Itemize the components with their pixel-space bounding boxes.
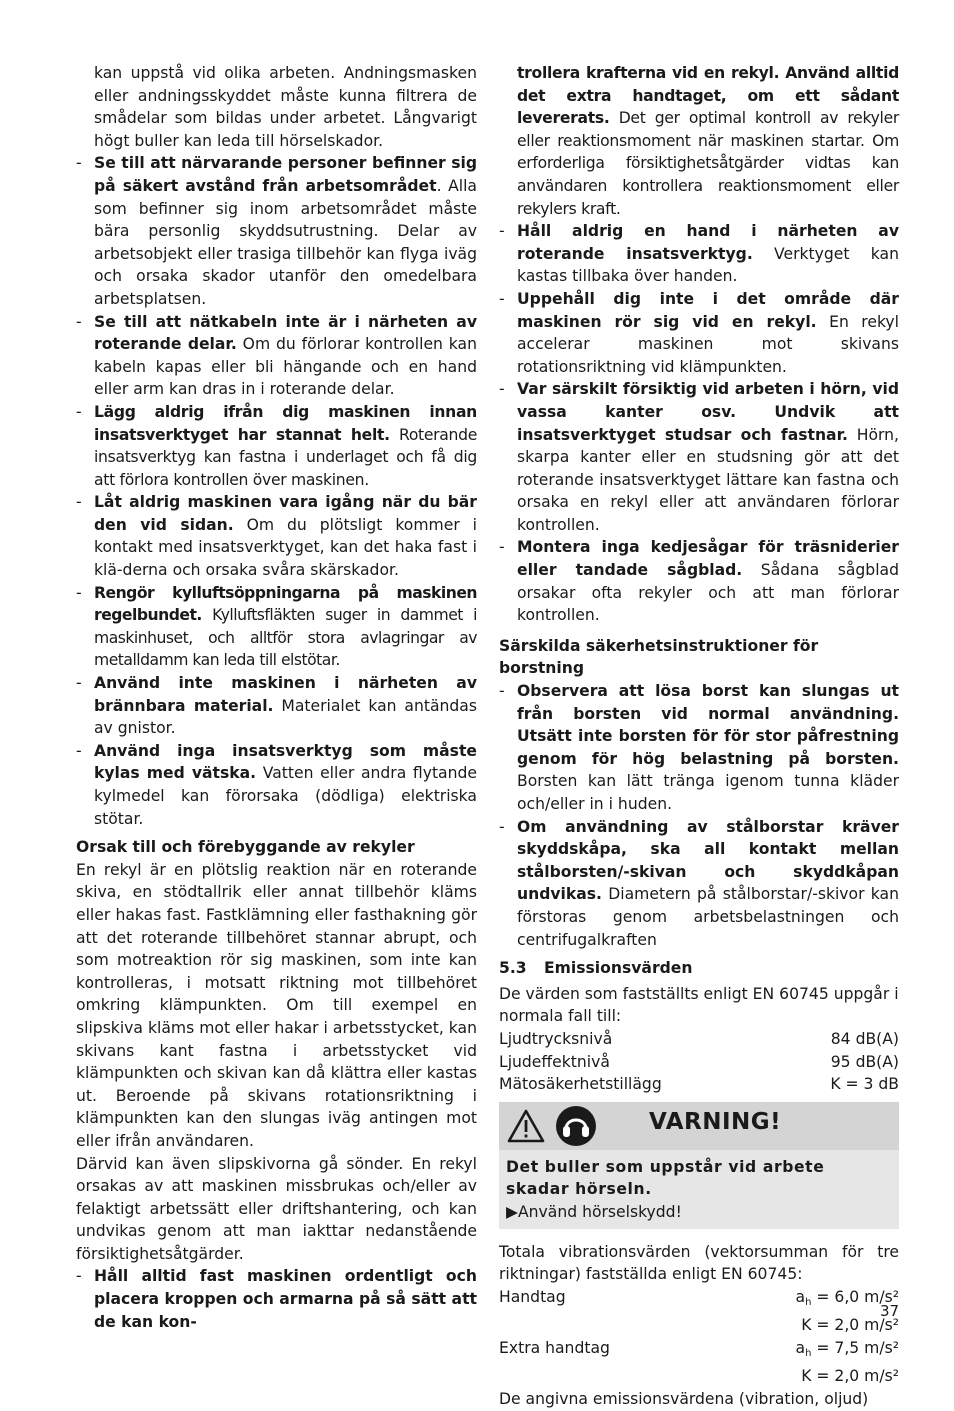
recoil-paragraph-2: Därvid kan även slipskivorna gå sönder. En rekyl orsakas av att maskinen missbrukas och/eller av felaktigt arbetssätt eller driftshantering, och kan undvikas genom att man iakttar nedanstående försiktighetsåtgärder. — [76, 1154, 477, 1263]
continued-item: trollera krafterna vid en rekyl. Använd alltid det extra handtaget, om ett sådant levererats. Det ger optimal kontroll av rekyler eller reaktionsmoment när maskinen startar. Om erforderliga försiktighetsåtgärder vidtas kan användaren kontrollera reaktionsmoment eller rekylers kraft. — [517, 64, 899, 218]
recoil-heading: Orsak till och förebyggande av rekyler — [76, 838, 415, 857]
left-column — [76, 62, 477, 1333]
table-row: Ljudtrycksnivå 84 dB(A) — [499, 1029, 899, 1048]
table-row: Mätosäkerhetstillägg K = 3 dB — [499, 1075, 899, 1094]
warning-message: Det buller som uppstår vid arbete skadar hörseln. — [506, 1157, 825, 1199]
brush-item: - Observera att lösa borst kan slungas ut från borsten vid normal användning. Utsätt inte borsten för för stor påfrestning genom för hög belastning på borsten. Borsten kan lätt tränga igenom tunna kläder och/eller in i huden. — [499, 682, 899, 813]
vibration-intro: Totala vibrationsvärden (vektorsumman för tre riktningar) fastställda enligt EN 60745: — [499, 1242, 899, 1284]
closing-text: De angivna emissionsvärdena (vibration, oljud) — [499, 1390, 869, 1409]
safety-item: - Uppehåll dig inte i det område där maskinen rör sig vid en rekyl. En rekyl accelerar maskinen mot skivans rotationsriktning vid klämpunkten. — [499, 289, 899, 376]
safety-item: - Håll aldrig en hand i närheten av roterande insatsverktyg. Verktyget kan kastas tillbaka över handen. — [499, 222, 899, 286]
emission-intro: De värden som fastställts enligt EN 60745 uppgår i normala fall till: — [499, 984, 899, 1026]
warning-action: ▶Använd hörselskydd! — [506, 1202, 682, 1221]
safety-item: - Använd inga insatsverktyg som måste kylas med vätska. Vatten eller andra flytande kylmedel kan förorsaka (dödliga) elektriska stötar. — [76, 741, 477, 828]
table-row: Ljudeffektnivå 95 dB(A) — [499, 1052, 899, 1071]
right-column — [499, 62, 899, 1411]
table-row: Handtag ah = 6,0 m/s² K = 2,0 m/s² — [499, 1287, 899, 1335]
warning-title: VARNING! — [649, 1108, 782, 1135]
intro-paragraph: kan uppstå vid olika arbeten. Andningsmasken eller andningsskyddet måste kunna filtrera de smådelar som bildas under arbetet. Långvarigt högt buller kan leda till hörselskador. — [94, 64, 477, 150]
emission-table — [499, 1028, 899, 1096]
safety-item: - Lägg aldrig ifrån dig maskinen innan insatsverktyget har stannat helt. Roterande insatsverktyg kan fastna i underlaget och få dig att förlora kontrollen över maskinen. — [76, 402, 478, 489]
vibration-table — [499, 1286, 899, 1388]
recoil-paragraph: En rekyl är en plötslig reaktion när en roterande skiva, en stödtallrik eller annat tillbehör kläms eller hakas fast. Fastklämning eller fasthakning gör att det roterande tillbehöret stannar abrupt, och som motreaktion rör sig maskinen, som inte kan kontrolleras, i motsatt riktning mot tillbehöret omkring klämpunkten. Om till exempel en slipskiva kläms mot eller hakar i arbetsstycket, kan skivans kant fastna i arbetsstycket vid klämpunkten och skivan kan då klättra eller kastas ut. Beroende på skivans rotationsriktning i klämpunkten kan den slungas iväg antingen mot eller ifrån användaren. — [76, 860, 477, 1150]
section-heading: 5.3 Emissionsvärden — [499, 959, 693, 978]
brush-item: - Om användning av stålborstar kräver skyddskåpa, ska all kontakt mellan stålborsten/-skivan och skyddkåpan undvikas. Diametern på stålborstar/-skivor kan förstoras genom arbetsbelastningen och centrifugalkraften — [499, 817, 899, 949]
page-number: 37 — [880, 1302, 900, 1320]
safety-item: - Håll alltid fast maskinen ordentligt och placera kroppen och armarna på så sätt att de kan kon- — [76, 1267, 477, 1331]
arrow-right-icon: ▶ — [506, 1202, 518, 1221]
safety-item: - Se till att nätkabeln inte är i närheten av roterande delar. Om du förlorar kontrollen kan kabeln kapas eller bli hängande och en hand eller arm kan dras in i roterande delar. — [76, 312, 477, 399]
ear-protection-icon — [555, 1105, 597, 1154]
safety-item: - Använd inte maskinen i närheten av brännbara material. Materialet kan antändas av gnistor. — [76, 674, 477, 738]
safety-item: - Se till att närvarande personer befinner sig på säkert avstånd från arbetsområdet. Alla som befinner sig inom arbetsområdet måste bära personlig skyddsutrustning. Delar av arbetsobjekt eller trasiga tillbehör kan flyga iväg och orsaka skador utanför den omedelbara arbetsplatsen. — [76, 154, 477, 308]
safety-item: - Låt aldrig maskinen vara igång när du bär den vid sidan. Om du plötsligt kommer i kontakt med insatsverktyget, kan det haka fast i klä-derna och orsaka svåra skärskador. — [76, 493, 477, 580]
warning-triangle-icon — [507, 1108, 545, 1151]
warning-box — [499, 1102, 899, 1229]
brush-heading: Särskilda säkerhetsinstruktioner för borstning — [499, 636, 819, 678]
safety-item: - Montera inga kedjesågar för träsniderier eller tandade sågblad. Sådana sågblad orsakar ofta rekyler och att man förlorar kontrollen. — [499, 538, 899, 625]
safety-item: - Rengör kylluftsöppningarna på maskinen regelbundet. Kylluftsfläkten suger in dammet i maskinhuset, och alltför stora avlagringar av metalldamm kan leda till elstötar. — [76, 583, 477, 670]
safety-item: - Var särskilt försiktig vid arbeten i hörn, vid vassa kanter osv. Undvik att insatsverktyget studsar och fastnar. Hörn, skarpa kanter eller en studsning gör att det roterande insatsverktyget lättare kan fastna och orsaka en rekyl eller att användaren förlorar kontrollen. — [499, 380, 899, 534]
warning-body — [499, 1150, 899, 1229]
warning-header — [499, 1102, 899, 1150]
table-row: Extra handtag ah = 7,5 m/s² K = 2,0 m/s² — [499, 1338, 899, 1386]
